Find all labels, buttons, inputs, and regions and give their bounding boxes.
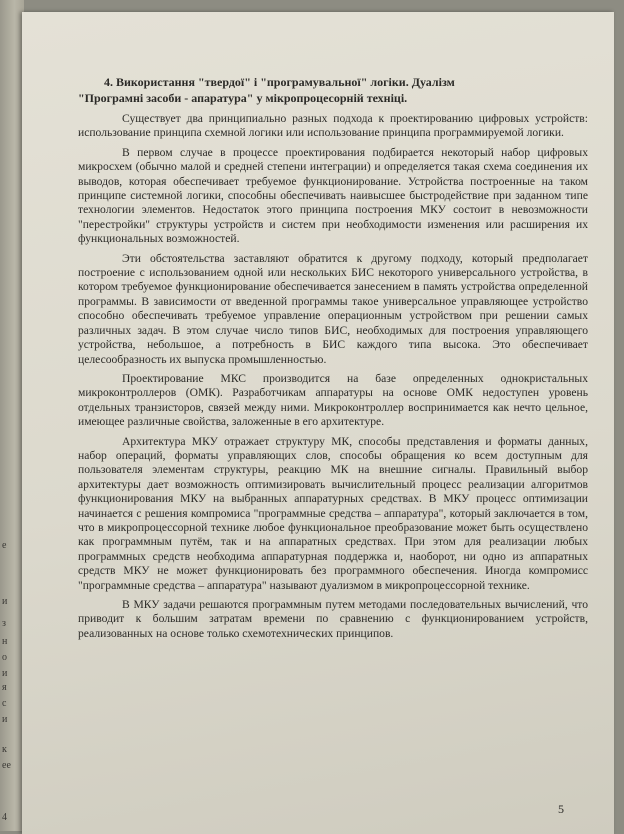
paragraph: Архитектура МКУ отражает структуру МК, способы представления и форматы данных, набор операций, форматы управляющих слов, способы обращения ко всем доступным для пользователя элементам структуры, реакцию МК на внешние сигналы. Правильный выбор архитектуры дает возможность оптимизировать вычислительный процесс реализации алгоритмов функционирования МКУ на выбранных аппаратурных средствах. В МКУ процесс оптимизации начинается с решения компромиса "программные средства – аппаратура", который заключается в том, что в микропроцессорной технике любое функциональное преобразование может быть осуществлено как программным путём, так и на аппаратных средствах. При этом для реализации любых программных средств необходима аппаратурная поддержка и, наоборот, ни одно из аппаратных средств МКУ не может функционировать без программного обеспечения. Иногда компромисс "программные средства – аппаратура" называют дуализмом в микропроцессорной технике. — [78, 434, 588, 592]
paragraph: Эти обстоятельства заставляют обратится к другому подходу, который предполагает построение с использованием одной или нескольких БИС некоторого универсального устройства, в котором требуемое функционирование обеспечивается занесением в память устройства определенной программы. В зависимости от введенной программы такое универсальное управляющее устройство способно обеспечивать требуемое управление операционным устройством при решении самых различных задач. В этом случае число типов БИС, необходимых для построения управляющего устройства, небольшое, а потребность в БИС каждого типа высока. Это обеспечивает целесообразность их выпуска промышленностью. — [78, 251, 588, 366]
margin-fragment: к — [2, 744, 7, 755]
margin-fragment: н — [2, 636, 8, 647]
section-title-line2: "Програмні засоби - апаратура" у мікропроцесорній техніці. — [78, 91, 408, 105]
margin-fragment: з — [2, 618, 6, 629]
margin-fragment: и — [2, 668, 8, 679]
section-number: 4. — [104, 75, 113, 89]
margin-fragment: с — [2, 698, 7, 709]
margin-fragment: и — [2, 714, 8, 725]
margin-fragment: и — [2, 596, 8, 607]
paragraph: В МКУ задачи решаются программным путем методами последовательных вычислений, что приводит к большим затратам времени по сравнению с функционированием устройств, реализованных на основе только схемотехнических принципов. — [78, 598, 588, 640]
page-number: 5 — [558, 802, 564, 816]
paragraph: В первом случае в процессе проектирования подбирается некоторый набор цифровых микросхем (обычно малой и средней степени интеграции) и определяется такая схема соединения их выводов, которая обеспечивает требуемое функционирование. Устройства построенные на таком принципе системной логики, способны обеспечивать наивысшее быстродействие при заданном типе технологии элементов. Недостаток этого принципа построения МКУ состоит в невозможности "перестройки" структуры устройств и систем при необходимости изменения или расширения их функциональных возможностей. — [78, 145, 588, 246]
section-title-line1: Використання "твердої" і "програмувальної" логіки. Дуалізм — [116, 75, 455, 89]
margin-fragment: ее — [2, 760, 11, 771]
margin-fragment: я — [2, 682, 7, 693]
margin-fragment: 4 — [2, 812, 7, 823]
adjacent-page-strip — [0, 0, 24, 831]
paragraph: Существует два принципиально разных подхода к проектированию цифровых устройств: использование принципа схемной логики или использование принципа программируемой логики. — [78, 112, 588, 140]
section-heading — [78, 74, 588, 106]
paragraph: Проектирование МКС производится на базе определенных однокристальных микроконтроллеров (ОМК). Разработчикам аппаратуры на основе ОМК недоступен уровень отдельных транзисторов, связей между ними. Микроконтроллер воспринимается как нечто цельное, имеющее различные свойства, заложенные в его архитектуре. — [78, 371, 588, 429]
page-content — [78, 74, 588, 646]
margin-fragment: о — [2, 652, 7, 663]
margin-fragment: е — [2, 540, 7, 551]
document-page — [22, 12, 614, 834]
